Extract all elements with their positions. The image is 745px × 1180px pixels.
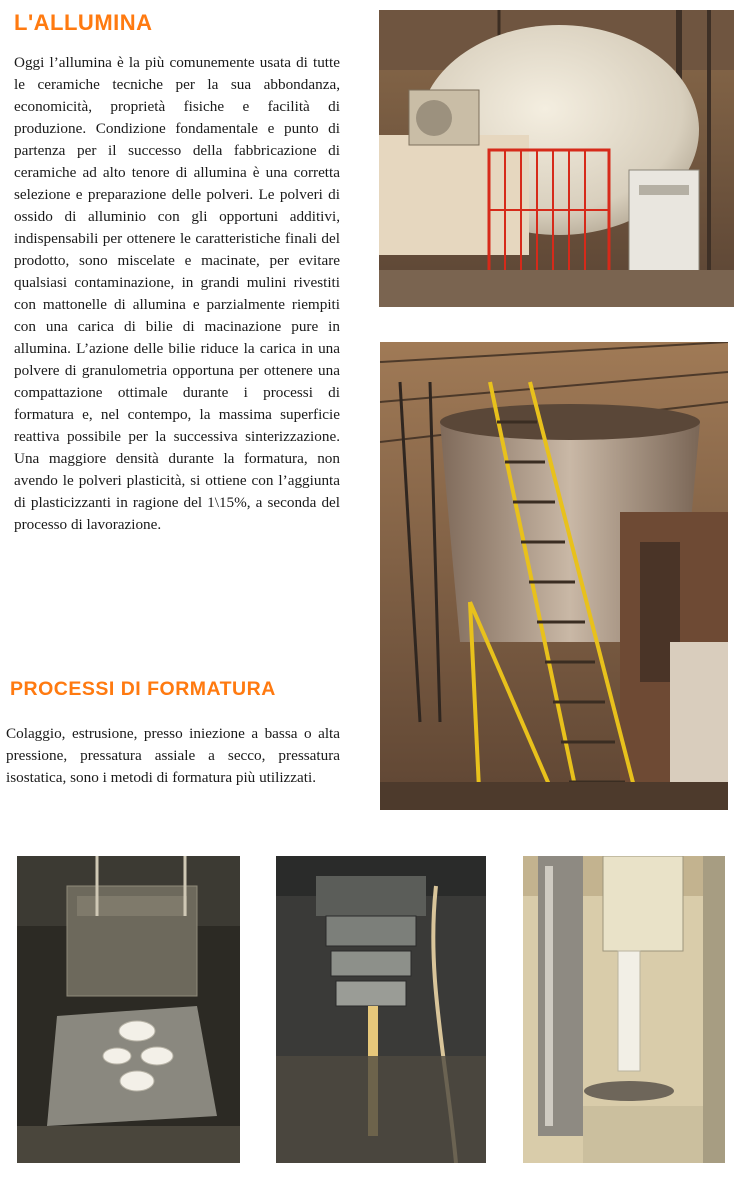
extrusion-die-photo <box>17 856 240 1163</box>
section-body-allumina: Oggi l’allumina è la più comunemente usata di tutte le ceramiche tecniche per la sua abbondanza, economicità, proprietà fisiche e facilità di produzione. Condizione fondamentale e punto di partenza per il successo della fabbricazione di ceramiche ad alto tenore di allumina è una corretta selezione e preparazione delle polveri. Le polveri di ossido di alluminio con gli opportuni additivi, indispensabili per ottenere le caratteristiche finali del prodotto, sono miscelate e macinate, per evitare qualsiasi contaminazione, in grandi mulini rivestiti con mattonelle di allumina e parzialmente riempiti con una carica di bilie di macinazione pure in allumina. L’azione delle bilie riduce la carica in una polvere di granulometria opportuna per ottenere una compattazione ottimale durante i processi di formatura e, nel contempo, la massima superficie reattiva possibile per la successiva sinterizzazione. Una maggiore densità durante la formatura, non avendo le polveri plasticità, si ottiene con l’aggiunta di plasticizzanti in ragione del 1\15%, a seconda del processo di lavorazione. <box>14 54 340 533</box>
spray-dryer-tower-photo <box>380 342 728 810</box>
press-machine-photo <box>523 856 725 1163</box>
ball-mill-photo <box>379 10 734 307</box>
section-body-processi: Colaggio, estrusione, presso iniezione a bassa o alta pressione, pressatura assiale a secco, pressatura isostatica, sono i metodi di formatura più utilizzati. <box>6 725 340 786</box>
section-title-processi: PROCESSI DI FORMATURA <box>10 678 276 700</box>
injection-nozzle-photo <box>276 856 486 1163</box>
section-title-allumina: L'ALLUMINA <box>14 10 153 35</box>
